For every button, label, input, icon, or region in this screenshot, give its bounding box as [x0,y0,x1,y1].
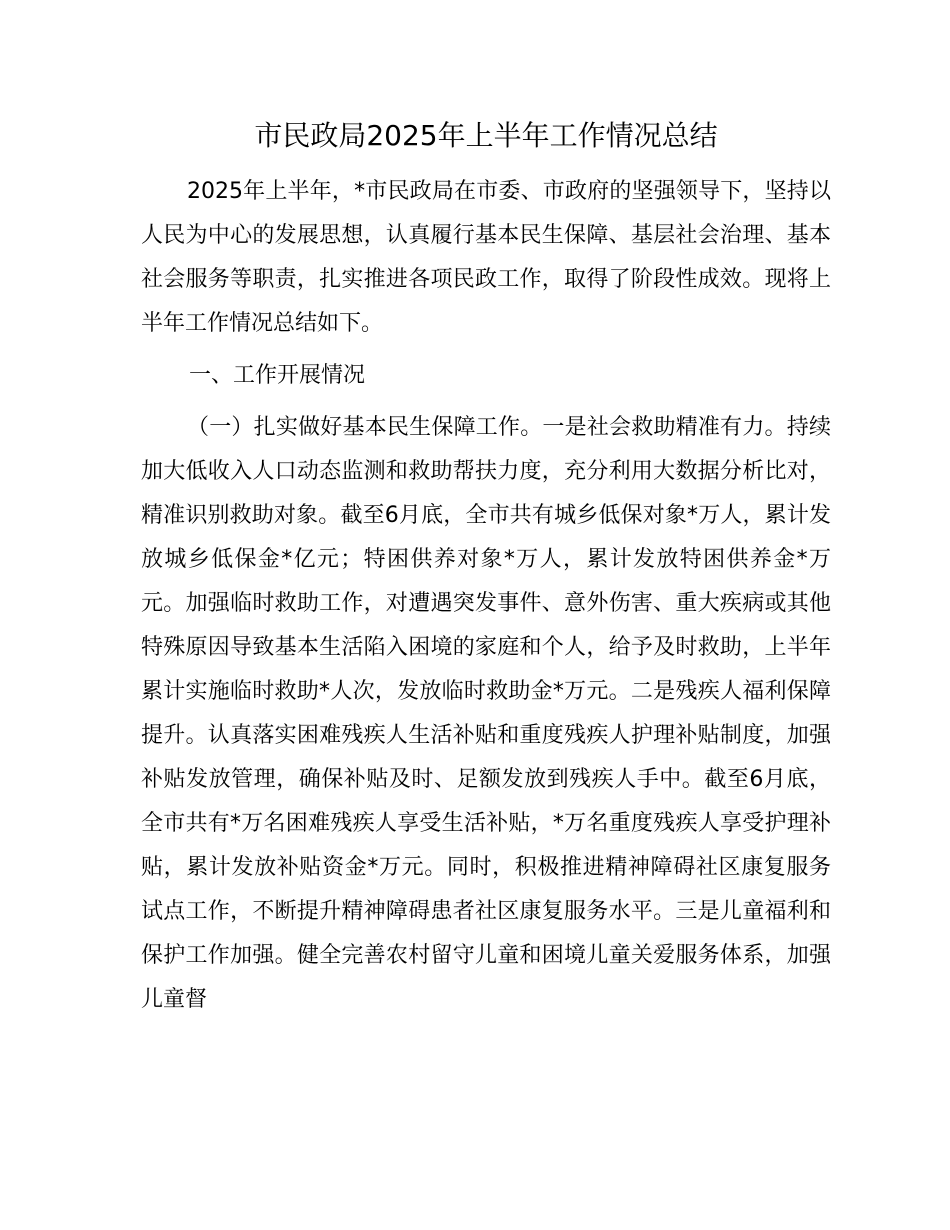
document-page [141,0,831,1230]
section-heading: 一、工作开展情况 [189,363,366,388]
document-title: 市民政局2025年上半年工作情况总结 [254,119,718,152]
intro-paragraph: 2025年上半年，*市民政局在市委、市政府的坚强领导下，坚持以人民为中心的发展思想，认真履行基本民生保障、基层社会治理、基本社会服务等职责，扎实推进各项民政工作，取得了阶段性成效。现将上半年工作情况总结如下。 [141,179,831,336]
section-body-paragraph: （一）扎实做好基本民生保障工作。一是社会救助精准有力。持续加大低收入人口动态监测和救助帮扶力度，充分利用大数据分析比对，精准识别救助对象。截至6月底，全市共有城乡低保对象*万人，累计发放城乡低保金*亿元；特困供养对象*万人，累计发放特困供养金*万元。加强临时救助工作，对遭遇突发事件、意外伤害、重大疾病或其他特殊原因导致基本生活陷入困境的家庭和个人，给予及时救助，上半年累计实施临时救助*人次，发放临时救助金*万元。二是残疾人福利保障提升。认真落实困难残疾人生活补贴和重度残疾人护理补贴制度，加强补贴发放管理，确保补贴及时、足额发放到残疾人手中。截至6月底，全市共有*万名困难残疾人享受生活补贴，*万名重度残疾人享受护理补贴，累计发放补贴资金*万元。同时，积极推进精神障碍社区康复服务试点工作，不断提升精神障碍患者社区康复服务水平。三是儿童福利和保护工作加强。健全完善农村留守儿童和困境儿童关爱服务体系，加强儿童督 [141,415,831,1012]
